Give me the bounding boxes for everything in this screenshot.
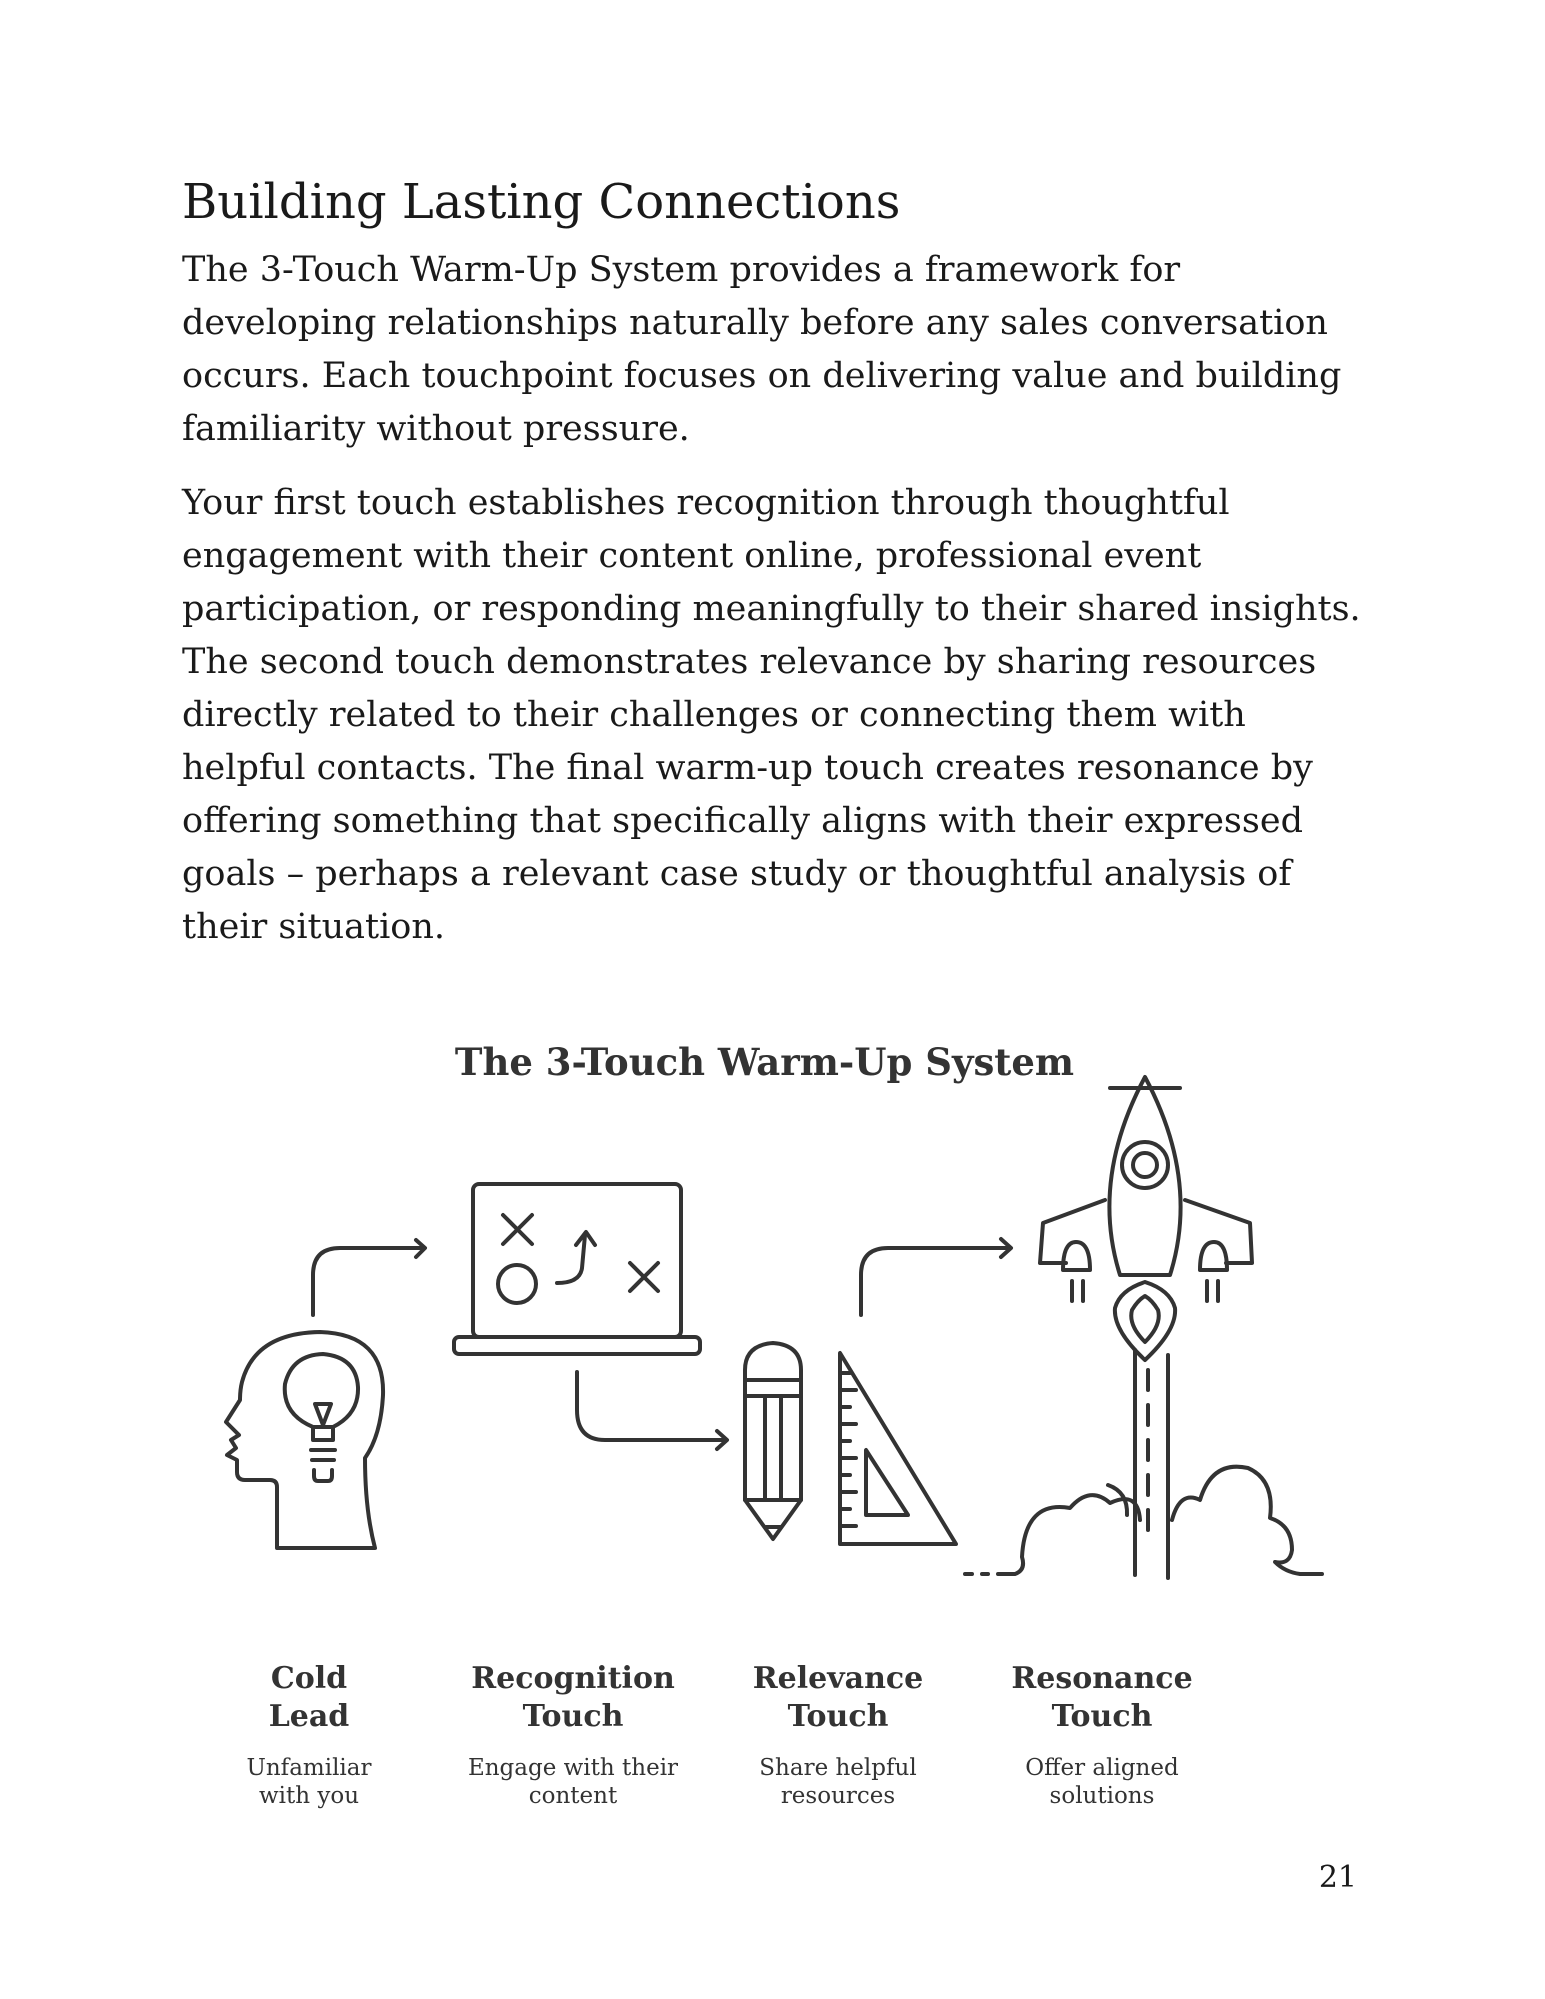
step-title-line: Touch [1051, 1699, 1153, 1734]
paragraph-line: directly related to their challenges or connecting them with [182, 695, 1246, 735]
step-title-line: Lead [268, 1699, 350, 1734]
paragraph-line: engagement with their content online, professional event [182, 536, 1202, 576]
step-description [977, 1754, 1227, 1810]
head-lightbulb-icon [226, 1332, 383, 1548]
step-recognition-touch [448, 1660, 698, 1810]
step-title-line: Touch [522, 1699, 624, 1734]
step-desc-line: Engage with their [467, 1755, 679, 1781]
step-description [448, 1754, 698, 1810]
connector-arrow [861, 1248, 1008, 1315]
paragraph-line: offering something that specifically aligns with their expressed [182, 801, 1303, 841]
step-cold-lead [184, 1660, 434, 1810]
step-desc-line: with you [258, 1783, 360, 1809]
paragraph-line: participation, or responding meaningfully to their shared insights. [182, 589, 1361, 629]
step-desc-line: Unfamiliar [246, 1755, 372, 1781]
paragraph-line: developing relationships naturally before any sales conversation [182, 303, 1328, 343]
rocket-icon [1040, 1077, 1252, 1578]
cloud-icon [965, 1467, 1322, 1574]
paragraph-line: familiarity without pressure. [182, 409, 690, 449]
page-number: 21 [1318, 1860, 1357, 1895]
step-desc-line: Share helpful [759, 1755, 917, 1781]
step-description [184, 1754, 434, 1810]
step-title-line: Cold [270, 1661, 348, 1696]
connector-arrow [313, 1248, 423, 1315]
step-desc-line: solutions [1049, 1783, 1155, 1809]
step-relevance-touch [713, 1660, 963, 1810]
step-resonance-touch [977, 1660, 1227, 1810]
pencil-ruler-icon [745, 1343, 956, 1544]
step-desc-line: resources [780, 1783, 896, 1809]
step-title [977, 1660, 1227, 1736]
paragraph-line: their situation. [182, 907, 445, 947]
step-desc-line: Offer aligned [1025, 1755, 1179, 1781]
step-title-line: Touch [787, 1699, 889, 1734]
paragraph-line: goals – perhaps a relevant case study or thoughtful analysis of [182, 854, 1292, 894]
step-title-line: Recognition [471, 1661, 675, 1696]
page-heading: Building Lasting Connections [182, 174, 901, 230]
paragraph-line: The second touch demonstrates relevance by sharing resources [182, 642, 1317, 682]
laptop-strategy-icon [454, 1184, 700, 1354]
step-title [184, 1660, 434, 1736]
paragraph-line: Your first touch establishes recognition through thoughtful [182, 483, 1230, 523]
connector-arrow [577, 1372, 724, 1440]
step-title [448, 1660, 698, 1736]
step-title-line: Resonance [1011, 1661, 1193, 1696]
step-description [713, 1754, 963, 1810]
step-title [713, 1660, 963, 1736]
figure-title: The 3-Touch Warm-Up System [454, 1040, 1075, 1084]
step-desc-line: content [528, 1783, 618, 1809]
paragraph-line: helpful contacts. The final warm-up touch creates resonance by [182, 748, 1313, 788]
paragraph-line: occurs. Each touchpoint focuses on delivering value and building [182, 356, 1342, 396]
step-title-line: Relevance [752, 1661, 924, 1696]
paragraph-line: The 3-Touch Warm-Up System provides a framework for [182, 250, 1181, 290]
